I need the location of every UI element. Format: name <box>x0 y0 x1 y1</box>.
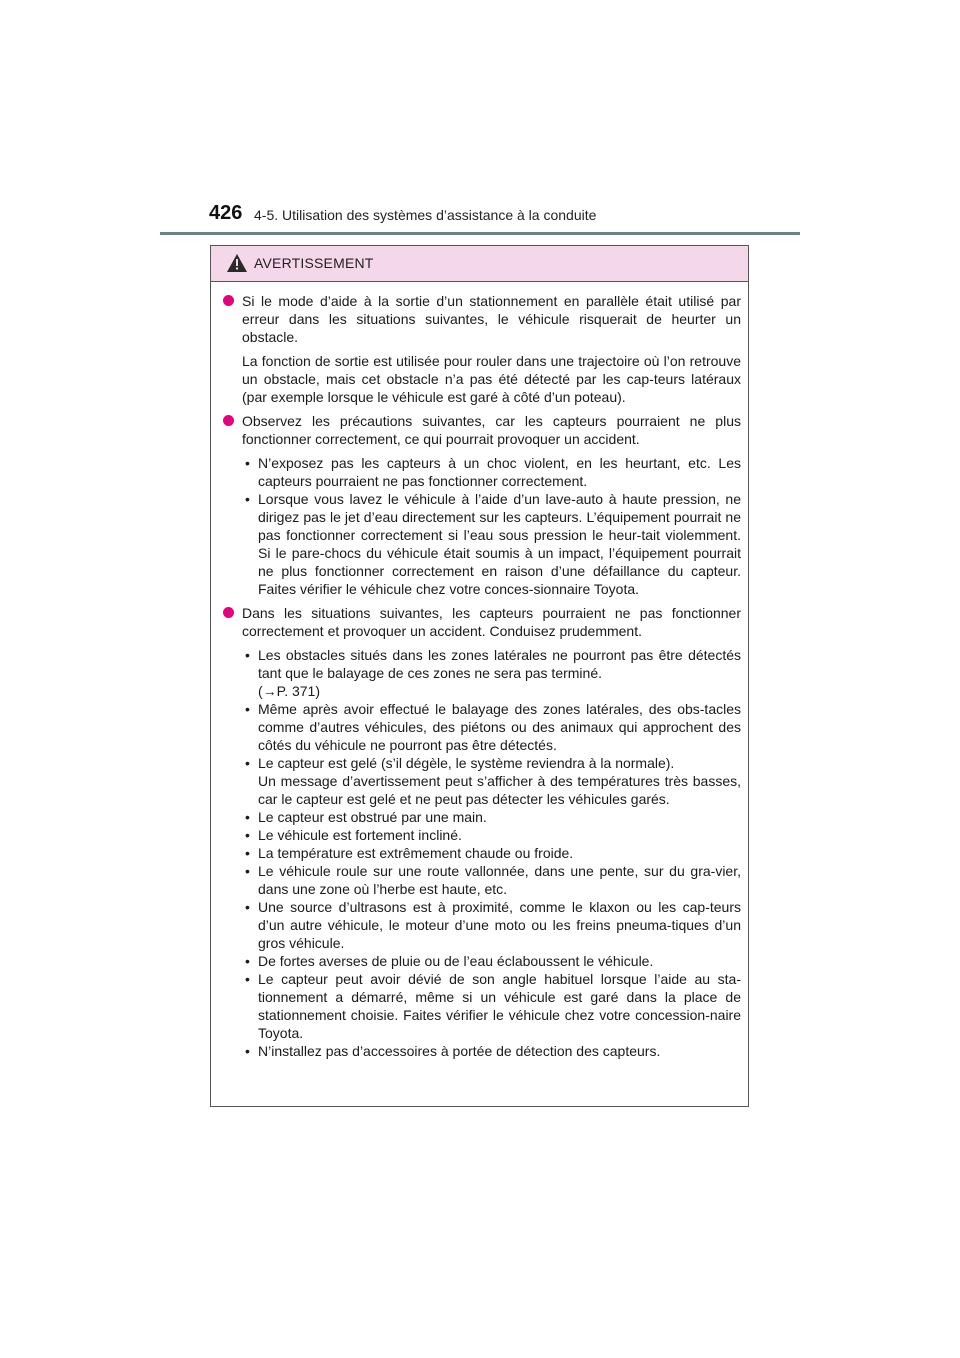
sub-item-text: Une source d’ultrasons est à proximité, comme le klaxon ou les cap-teurs d’un autre véhicule, le moteur d’une moto ou les freins pneuma-tiques d’un gros véhicule. <box>258 899 741 951</box>
sub-item-text: La température est extrêmement chaude ou froide. <box>258 845 574 861</box>
sub-item-text: Le capteur est obstrué par une main. <box>258 809 487 825</box>
page-reference: (→P. 371) <box>258 683 320 699</box>
warning-item <box>223 412 741 598</box>
sub-list-item: • N’installez pas d’accessoires à portée de détection des capteurs. <box>245 1043 661 1059</box>
bullet-dot-icon <box>223 607 234 618</box>
warning-box <box>210 245 749 1107</box>
sub-list-item: • Même après avoir effectué le balayage des zones latérales, des obs-tacles comme d’autres véhicules, des piétons ou des animaux qui approchent des côtés du véhicule ne pourront pas être détectés. <box>245 701 741 753</box>
warning-item <box>223 292 741 406</box>
item-paragraph: Dans les situations suivantes, les capteurs pourraient ne pas fonctionner correctement et provoquer un accident. Conduisez prudemment. <box>242 605 741 639</box>
sub-list <box>242 454 741 598</box>
sub-item-text: N’exposez pas les capteurs à un choc violent, en les heurtant, etc. Les capteurs pourraient ne pas fonctionner correctement. <box>258 455 741 489</box>
bullet-dot-icon <box>223 415 234 426</box>
section-title: 4-5. Utilisation des systèmes d’assistance à la conduite <box>254 207 597 223</box>
sub-list-item: • N’exposez pas les capteurs à un choc violent, en les heurtant, etc. Les capteurs pourraient ne pas fonctionner correctement. <box>245 455 741 489</box>
sub-list-item: • Le capteur est obstrué par une main. <box>245 809 487 825</box>
sub-list-item: • Le véhicule roule sur une route vallonnée, dans une pente, sur du gra-vier, dans une zone où l’herbe est haute, etc. <box>245 863 741 897</box>
item-paragraph: Si le mode d’aide à la sortie d’un stationnement en parallèle était utilisé par erreur dans les situations suivantes, le véhicule risquerait de heurter un obstacle. <box>242 293 741 345</box>
sub-list-item: • Lorsque vous lavez le véhicule à l’aide d’un lave-auto à haute pression, ne dirigez pas le jet d’eau directement sur les capteurs. L’équipement pourrait ne pas fonctionner correctement si l’eau sous pression le heur-tait violemment. Si le pare-chocs du véhicule était soumis à un impact, l’équipement pourrait ne plus fonctionner correctement en raison d’une défaillance du capteur. Faites vérifier le véhicule chez votre conces-sionnaire Toyota. <box>245 491 741 597</box>
warning-header <box>211 246 748 282</box>
sub-item-text: Même après avoir effectué le balayage des zones latérales, des obs-tacles comme d’autres véhicules, des piétons ou des animaux qui approchent des côtés du véhicule ne pourront pas être détectés. <box>258 701 741 753</box>
page-number: 426 <box>209 202 243 224</box>
header-rule <box>160 232 800 235</box>
sub-list-item: • Le capteur peut avoir dévié de son angle habituel lorsque l’aide au sta-tionnement a démarré, même si un véhicule est garé dans la place de stationnement choisie. Faites vérifier le véhicule chez votre concession-naire Toyota. <box>245 971 741 1041</box>
sub-list-item: • Les obstacles situés dans les zones latérales ne pourront pas être détectés tant que le balayage de ces zones ne sera pas terminé. (→P. 371) <box>245 647 741 699</box>
warning-item <box>223 604 741 1060</box>
sub-list-item: • Le véhicule est fortement incliné. <box>245 827 462 843</box>
sub-list-item: • Le capteur est gelé (s’il dégèle, le système reviendra à la normale). Un message d’avertissement peut s’afficher à des températures très basses, car le capteur est gelé et ne peut pas détecter les véhicules garés. <box>245 755 741 807</box>
sub-list-item: • De fortes averses de pluie ou de l’eau éclaboussent le véhicule. <box>245 953 654 969</box>
sub-item-text: Le véhicule roule sur une route vallonnée, dans une pente, sur du gra-vier, dans une zone où l’herbe est haute, etc. <box>258 863 741 897</box>
sub-item-text: Les obstacles situés dans les zones latérales ne pourront pas être détectés tant que le balayage de ces zones ne sera pas terminé. <box>258 647 741 681</box>
sub-list-item: • Une source d’ultrasons est à proximité, comme le klaxon ou les cap-teurs d’un autre véhicule, le moteur d’une moto ou les freins pneuma-tiques d’un gros véhicule. <box>245 899 741 951</box>
sub-item-note: Un message d’avertissement peut s’afficher à des températures très basses, car le capteur est gelé et ne peut pas détecter les véhicules garés. <box>258 773 741 807</box>
sub-item-text: Lorsque vous lavez le véhicule à l’aide d’un lave-auto à haute pression, ne dirigez pas le jet d’eau directement sur les capteurs. L’équipement pourrait ne pas fonctionner correctement si l’eau sous pression le heur-tait violemment. Si le pare-chocs du véhicule était soumis à un impact, l’équipement pourrait ne plus fonctionner correctement en raison d’une défaillance du capteur. Faites vérifier le véhicule chez votre conces-sionnaire Toyota. <box>258 491 741 597</box>
sub-item-text: N’installez pas d’accessoires à portée de détection des capteurs. <box>258 1043 661 1059</box>
sub-item-text: Le capteur peut avoir dévié de son angle habituel lorsque l’aide au sta-tionnement a démarré, même si un véhicule est garé dans la place de stationnement choisie. Faites vérifier le véhicule chez votre concession-naire Toyota. <box>258 971 741 1041</box>
sub-list <box>242 646 741 1060</box>
sub-item-text: Le capteur est gelé (s’il dégèle, le système reviendra à la normale). <box>258 755 675 771</box>
item-paragraph: La fonction de sortie est utilisée pour rouler dans une trajectoire où l’on retrouve un obstacle, mais cet obstacle n’a pas été détecté par les cap-teurs latéraux (par exemple lorsque le véhicule est garé à côté d’un poteau). <box>242 353 741 405</box>
warning-body <box>211 282 748 1060</box>
item-paragraph: Observez les précautions suivantes, car les capteurs pourraient ne plus fonctionner correctement, ce qui pourrait provoquer un accident. <box>242 413 741 447</box>
warning-triangle-icon <box>226 253 248 273</box>
sub-item-text: De fortes averses de pluie ou de l’eau éclaboussent le véhicule. <box>258 953 654 969</box>
bullet-dot-icon <box>223 295 234 306</box>
warning-title: AVERTISSEMENT <box>254 255 374 271</box>
sub-list-item: • La température est extrêmement chaude ou froide. <box>245 845 574 861</box>
sub-item-text: Le véhicule est fortement incliné. <box>258 827 462 843</box>
